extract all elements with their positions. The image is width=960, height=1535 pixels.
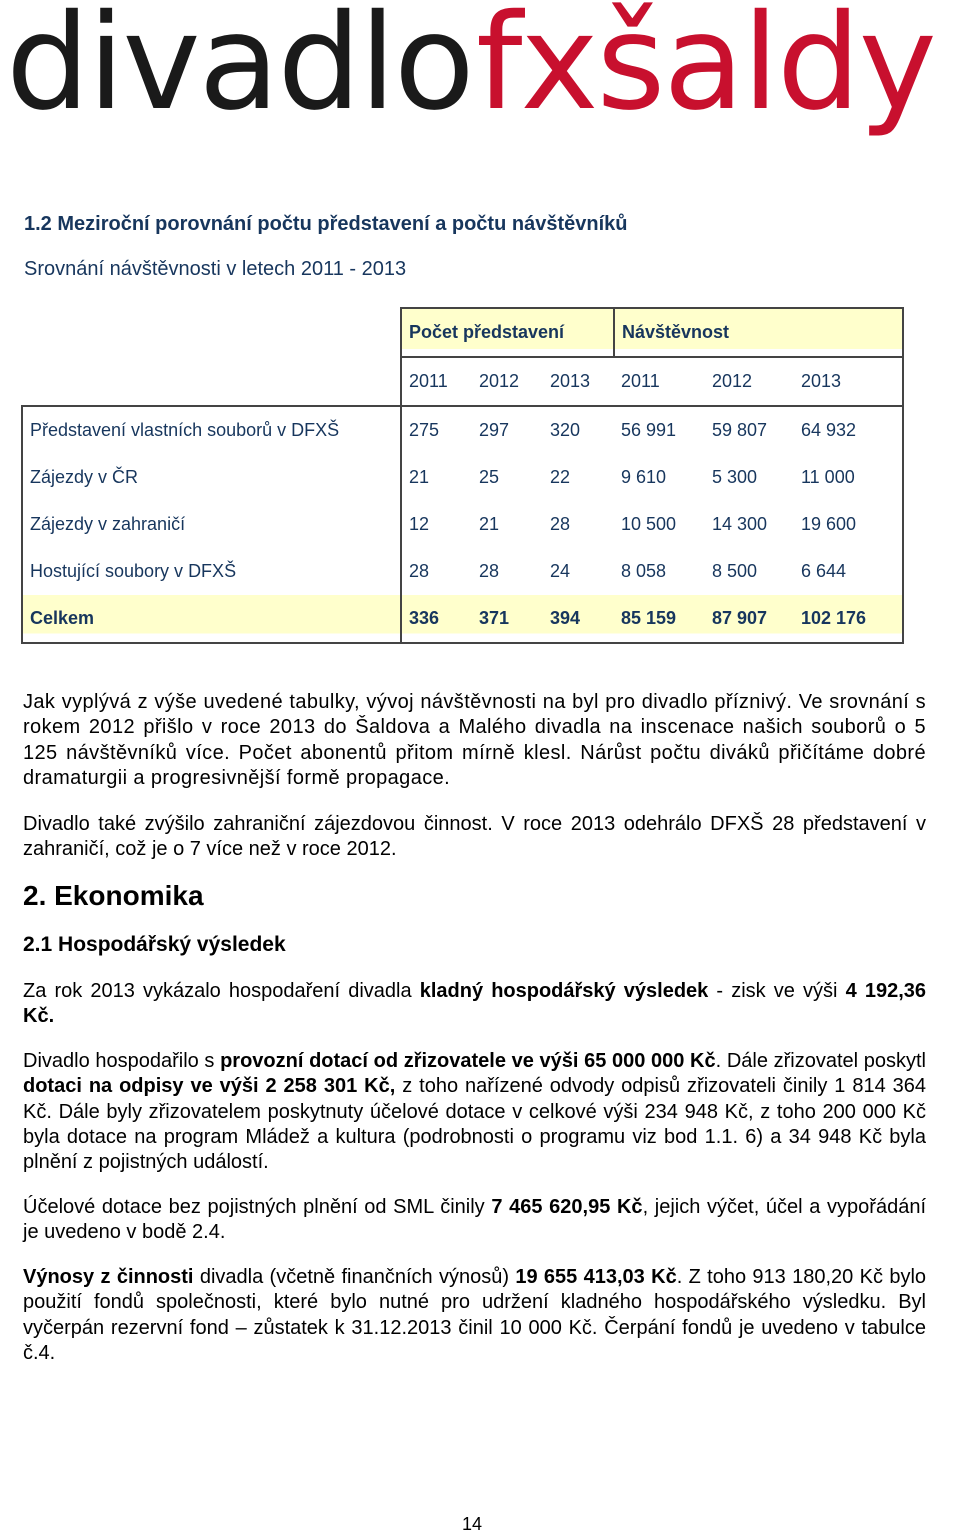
row-label: Hostující soubory v DFXŠ xyxy=(22,548,401,595)
paragraph-result: Za rok 2013 vykázalo hospodaření divadla kladný hospodářský výsledek - zisk ve výši 4 192,36 Kč. xyxy=(23,980,926,1028)
paragraph-subsidies: Divadlo hospodařilo s provozní dotací od zřizovatele ve výši 65 000 000 Kč. Dále zřizovatel poskytl dotaci na odpisy ve výši 2 258 301 Kč, z toho nařízené odvody odpisů zřizovateli činily 1 814 364 Kč. Dále byly zřizovatelem poskytnuty účelové dotace v celkové výši 234 948 Kč, z toho 200 000 Kč byla dotace na program Mládež a kultura (podrobnosti o programu viz bod 1.1. 6) a 34 948 Kč byla plnění z pojistných událostí. xyxy=(23,1050,926,1174)
paragraph-attendance-trend: Jak vyplývá z výše uvedené tabulky, vývoj návštěvnosti na byl pro divadlo příznivý. Ve srovnání s rokem 2012 přišlo v roce 2013 do Šaldova a Malého divadla na inscenace našich souborů o 5 125 návštěvníků více. Počet abonentů přitom mírně klesl. Nárůst počtu diváků přičítáme dobré dramaturgii a progresivnější formě propagace. xyxy=(23,691,926,789)
row-label: Představení vlastních souborů v DFXŠ xyxy=(22,406,401,454)
group-header-performances: Počet představení xyxy=(401,308,614,357)
year-header: 2013 xyxy=(543,357,614,406)
table-cell: 87 907 xyxy=(705,595,794,643)
section-subtitle: Srovnání návštěvnosti v letech 2011 - 2013 xyxy=(24,258,407,280)
table-cell: 336 xyxy=(401,595,472,643)
year-header: 2011 xyxy=(401,357,472,406)
section-heading: 1.2 Meziroční porovnání počtu představení a počtu návštěvníků xyxy=(24,213,628,235)
table-cell: 19 600 xyxy=(794,501,903,548)
table-cell: 10 500 xyxy=(621,514,677,534)
year-header: 2011 xyxy=(614,357,705,406)
table-cell: 59 807 xyxy=(705,406,794,454)
table-row xyxy=(22,548,903,595)
table-cell: 22 xyxy=(550,467,571,487)
theatre-logo xyxy=(6,0,956,148)
row-label: Zájezdy v zahraničí xyxy=(22,501,401,548)
table-row-total xyxy=(22,595,903,643)
table-cell: 320 xyxy=(543,406,614,454)
paragraph-revenues: Výnosy z činnosti divadla (včetně finančních výnosů) 19 655 413,03 Kč. Z toho 913 180,20 Kč bylo použití fondů společnosti, které bylo nutné pro udržení kladného hospodářského výsledku. Byl vyčerpán rezervní fond – zůstatek k 31.12.2013 činil 10 000 Kč. Čerpání fondů je uvedeno v tabulce č.4. xyxy=(23,1266,927,1364)
table-cell: 25 xyxy=(479,467,500,487)
table-cell: 394 xyxy=(543,595,614,643)
row-label: Celkem xyxy=(22,595,401,643)
table-cell: 64 932 xyxy=(794,406,903,454)
table-cell: 275 xyxy=(401,406,472,454)
table-cell: 24 xyxy=(550,561,571,581)
table-cell: 12 xyxy=(401,501,472,548)
group-header-attendance: Návštěvnost xyxy=(614,308,903,357)
logo-text-divadlo: divadlo xyxy=(6,0,473,140)
table-cell: 11 000 xyxy=(794,454,903,501)
table-cell: 102 176 xyxy=(794,595,903,643)
attendance-table xyxy=(21,307,904,644)
table-row xyxy=(22,501,903,548)
table-cell: 6 644 xyxy=(794,548,903,595)
row-label: Zájezdy v ČR xyxy=(22,454,401,501)
table-cell: 21 xyxy=(401,454,472,501)
year-header: 2012 xyxy=(472,357,543,406)
table-cell: 28 xyxy=(479,561,500,581)
subchapter-heading: 2.1 Hospodářský výsledek xyxy=(23,933,286,956)
table-cell: 297 xyxy=(472,406,543,454)
table-cell: 8 058 xyxy=(621,561,667,581)
page-number: 14 xyxy=(462,1514,483,1534)
table-cell: 21 xyxy=(479,514,500,534)
table-cell: 14 300 xyxy=(712,514,768,534)
table-row xyxy=(22,454,903,501)
table-cell: 371 xyxy=(472,595,543,643)
paragraph-foreign-tours: Divadlo také zvýšilo zahraniční zájezdovou činnost. V roce 2013 odehrálo DFXŠ 28 představení v zahraničí, což je o 7 více než v roce 2012. xyxy=(23,813,926,861)
table-row xyxy=(22,406,903,454)
table-cell: 5 300 xyxy=(712,467,758,487)
year-header: 2013 xyxy=(794,357,903,406)
table-cell: 28 xyxy=(401,548,472,595)
year-header: 2012 xyxy=(705,357,794,406)
table-cell: 56 991 xyxy=(614,406,705,454)
table-cell: 85 159 xyxy=(614,595,705,643)
chapter-heading: 2. Ekonomika xyxy=(23,880,204,911)
table-cell: 9 610 xyxy=(621,467,667,487)
table-cell: 28 xyxy=(550,514,571,534)
paragraph-targeted-subsidies: Účelové dotace bez pojistných plnění od SML činily 7 465 620,95 Kč, jejich výčet, účel a vypořádání je uvedeno v bodě 2.4. xyxy=(23,1196,926,1244)
table-cell: 8 500 xyxy=(712,561,758,581)
logo-text-fxsaldy: fxšaldy xyxy=(476,0,935,140)
